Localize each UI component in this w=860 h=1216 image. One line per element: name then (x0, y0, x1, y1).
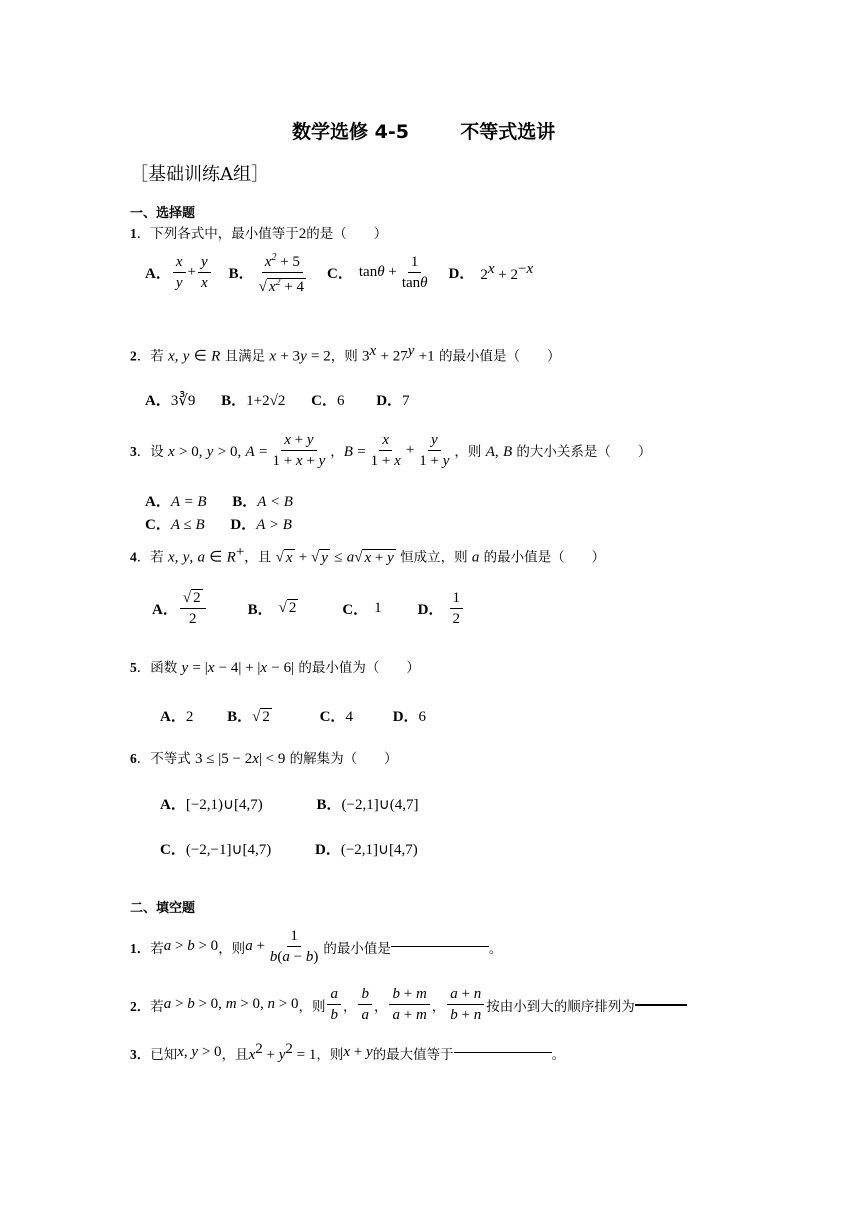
question-6-stem: 6．不等式 3 ≤ |5 − 2x| < 9 的解集为（ ） (130, 751, 398, 767)
q4-option-c: 1 (374, 600, 382, 616)
q6-option-a-label: A． (160, 797, 186, 813)
q5-option-b-label: B． (227, 709, 253, 725)
title-text: 数学选修 4-5 (292, 121, 409, 143)
section-heading-choice: 一、选择题 (130, 206, 196, 221)
question-6-options-row2 (160, 838, 418, 859)
question-5-options (160, 705, 426, 726)
q3-option-b: A < B (257, 494, 293, 510)
option-a-expr: $\frac{x}{y}$ (173, 252, 186, 293)
q5-option-a-label: A． (160, 709, 186, 725)
q3-option-c: A ≤ B (170, 517, 205, 533)
q5-option-c-label: C． (319, 709, 346, 725)
option-c-label: C． (327, 266, 353, 282)
q4-option-a-label: A． (152, 602, 178, 618)
question-6-options-row1 (160, 793, 418, 814)
q6-option-d-label: D． (314, 842, 341, 858)
option-d-expr: $2^x + 2^{-x}$ (480, 261, 534, 283)
page-title (292, 117, 555, 144)
q2-option-c-label: C． (311, 393, 337, 409)
q6-option-a: [−2,1)∪[4,7) (185, 797, 263, 813)
fill-blank-1[interactable] (391, 946, 489, 947)
q3-option-a: A = B (170, 494, 207, 510)
q4-option-b-label: B． (247, 602, 273, 618)
q4-option-c-label: C． (342, 602, 369, 618)
question-3-options-row1 (145, 490, 293, 511)
question-3-options-row2 (145, 513, 292, 534)
question-2-options (145, 389, 410, 410)
q2-option-c: 6 (336, 393, 345, 409)
q3-option-d-label: D． (230, 517, 257, 533)
q4-option-d-label: D． (417, 602, 444, 618)
question-4-options (152, 588, 465, 629)
option-c-expr: tanθ + (358, 264, 397, 280)
q5-option-b: √ 2 (252, 709, 270, 725)
option-a-label: A． (145, 266, 171, 282)
q2-option-b-label: B． (221, 393, 247, 409)
option-b-expr: $\frac{x^2 + 5}{√ x^2 + 4}$ (256, 248, 309, 297)
question-2-stem: 2．若 x, y ∈ R 且满足 x + 3y = 2，则 $3^x + 27^y +1$ 的最小值是（ ） (130, 343, 561, 365)
q5-option-d-label: D． (392, 709, 419, 725)
q4-option-d: $\frac{1}{2}$ (450, 588, 464, 629)
option-b-label: B． (228, 266, 254, 282)
fill-question-3: 3． 已知 x, y > 0 ，且 $x^2 + y^2 = 1$ ，则 x + y 的最大值等于 。 (130, 1041, 566, 1063)
subtitle-text: 不等式选讲 (460, 121, 556, 143)
q5-option-a: 2 (185, 709, 194, 725)
option-d-label: D． (448, 266, 475, 282)
section-heading-fill: 二、填空题 (130, 901, 196, 916)
q6-option-b: (−2,1]∪(4,7] (341, 797, 419, 813)
question-3-stem: 3．设 x > 0, y > 0, A = $\frac{x + y}{1 + x + y}$ ，B = $\frac{x}{1 + x}$ + $\frac{y}{1 + y}$ ，则 A, B 的大小关系是（ ） (130, 432, 652, 469)
fill-blank-2[interactable] (635, 1004, 687, 1006)
q2-option-a: 3∛9 (170, 393, 196, 409)
question-5-stem: 5．函数 y = |x − 4| + |x − 6| 的最小值为（ ） (130, 660, 420, 676)
fill-question-1: 1． 若 a > b > 0 ，则 a + $\frac{1}{b(a - b)}$ 的最小值是 。 (130, 928, 503, 965)
q6-option-c-label: C． (160, 842, 186, 858)
question-1-stem: 1．下列各式中，最小值等于2的是（ ） (130, 226, 388, 242)
q4-option-a: $\frac{√ 2}{2}$ (180, 588, 206, 629)
q3-option-b-label: B． (232, 494, 258, 510)
q6-option-c: (−2,−1]∪[4,7) (185, 842, 272, 858)
q2-option-d-label: D． (376, 393, 403, 409)
q6-option-b-label: B． (316, 797, 342, 813)
q4-option-b: √ 2 (278, 600, 297, 616)
q2-option-b: 1+2√2 (246, 393, 286, 409)
fill-question-2: 2． 若 a > b > 0, m > 0, n > 0 ，则 $\frac{a}{b}$ ， $\frac{b}{a}$ ， $\frac{b + m}{a + m}$ ， $\frac{a + n}{b + n}$ 按由小到大的顺序排列为 (130, 984, 687, 1025)
question-4-stem: 4．若 x, y, a ∈ R+，且 √ x + √ y ≤ a√ x + y 恒成立，则 a 的最小值是（ ） (130, 544, 606, 566)
fill-blank-3[interactable] (454, 1052, 552, 1053)
q2-option-d: 7 (402, 393, 410, 409)
q6-option-d: (−2,1]∪[4,7) (340, 842, 418, 858)
question-1-options: A． $\frac{x}{y}$ + $\frac{y}{x}$ B． $\frac{x^2 + 5}{√ x^2 + 4}$ C． tanθ + $\frac{1}{\tan\theta}$ D． $2^x + 2^{-x}$ (145, 248, 533, 297)
q2-option-a-label: A． (145, 393, 171, 409)
q3-option-c-label: C． (145, 517, 171, 533)
q5-option-d: 6 (418, 709, 427, 725)
q3-option-a-label: A． (145, 494, 171, 510)
group-label: ［基础训练A组］ (130, 164, 269, 185)
q5-option-c: 4 (345, 709, 353, 725)
q3-option-d: A > B (256, 517, 292, 533)
